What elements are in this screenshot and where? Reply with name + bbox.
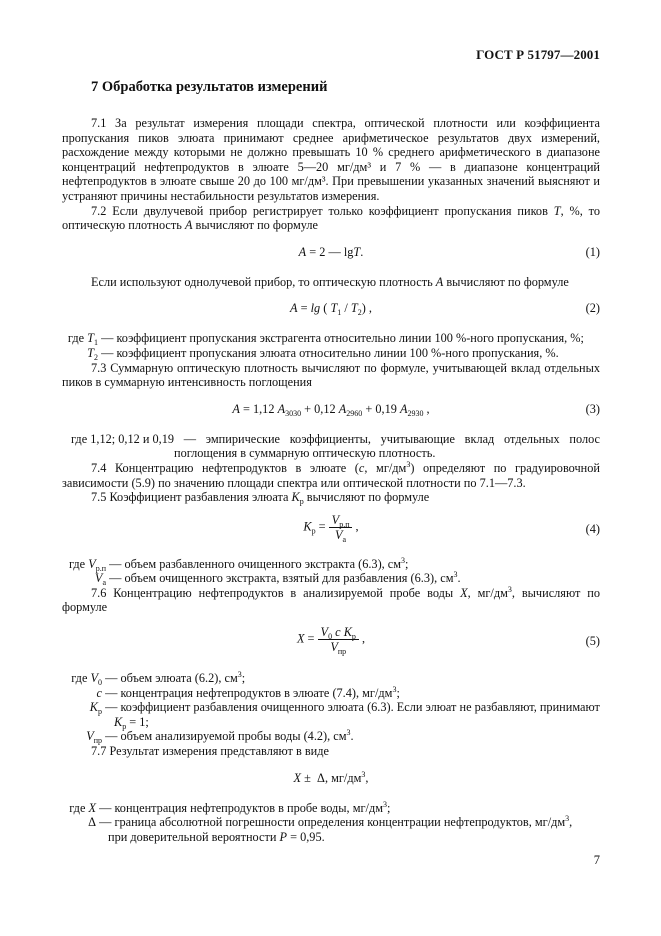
formula-1-number: (1): [585, 244, 600, 259]
page-number: 7: [593, 853, 600, 867]
formula-4-number: (4): [585, 521, 600, 536]
where-block-4: где $V_{р.п}$ — объем разбавленного очищенного экстракта (6.3), $см^3$; $V_а$ — объем очищенного экстракта, взятый для разбавления (6.3), $см^3$.: [68, 555, 461, 588]
paragraph-7-4: 7.4 Концентрацию нефтепродуктов в элюате (c, $мг/дм^3$) определяют по градуировочной зависимости (5.9) по значению площади спектра или оптической плотности по 7.1—7.3.: [62, 459, 600, 490]
where-block-5: где $V_0$ — объем элюата (6.2), $см^3$; c — концентрация нефтепродуктов в элюате (7.4), $мг/дм^3$; $K_р$ — коэффициент разбавления очищенного элюата (6.3). Если элюат не разбавляют, принимают $K_р = 1$; $V_{пр}$ — объем анализируемой пробы воды (4.2), $см^3$.: [71, 670, 600, 746]
formula-4: $K_р$ = $\frac{V_{р.п}}{V_а}$ , (4): [303, 512, 600, 544]
paragraph-single-beam: Если используют однолучевой прибор, то оптическую плотность A вычисляют по формуле: [91, 274, 569, 289]
formula-3-number: (3): [585, 401, 600, 416]
paragraph-7-2: 7.2 Если двулучевой прибор регистрирует только коэффициент пропускания пиков T, %, то оптическую плотность A вычисляют по формуле: [62, 203, 601, 233]
formula-5: X = $\frac{V_0 c K_р}{V_{пр}}$ , (5): [296, 625, 600, 657]
where-block-3: где 1,12; 0,12 и 0,19 — эмпирические коэффициенты, учитывающие вклад отдельных полос поглощения в суммарную оптическую плотность.: [71, 431, 600, 461]
formula-2-number: (2): [585, 301, 600, 316]
paragraph-7-1: 7.1 За результат измерения площади спектра, оптической плотности или коэффициента пропускания пиков элюата принимают среднее арифметическое результатов двух измерений, расхождение между которыми не должно превышать 10 % среднего арифметического в диапазоне концентраций нефтепродуктов в элюате 5—20 мг/дм³ и 7 % — в диапазоне концентраций нефтепродуктов в элюате свыше 20 до 100 мг/дм³. При превышении указанных значений выясняют и устраняют причины нестабильности результатов измерения.: [62, 116, 600, 203]
formula-2: A = lg ( $T_1 / T_2$) , (2): [290, 301, 600, 318]
paragraph-7-5: 7.5 Коэффициент разбавления элюата $K_р$ вычисляют по формуле: [91, 490, 430, 507]
document-header: ГОСТ Р 51797—2001: [476, 47, 600, 62]
paragraph-7-3: 7.3 Суммарную оптическую плотность вычисляют по формуле, учитывающей вклад отдельных пиков в суммарную интенсивность поглощения: [62, 360, 600, 390]
formula-3: A = 1,12 $A_{3030} + 0,12$ $A_{2960} + 0,19$ $A_{2930}$ , (3): [232, 401, 600, 418]
formula-5-number: (5): [585, 634, 600, 649]
formula-6: X ± Δ, $мг/дм^3$,: [293, 769, 369, 785]
paragraph-7-6: 7.6 Концентрацию нефтепродуктов в анализируемой пробе воды X, $мг/дм^3$, вычисляют по формуле: [62, 584, 600, 615]
where-block-2: где $T_1$ — коэффициент пропускания экстрагента относительно линии 100 %-ного пропускания, %; $T_2$ — коэффициент пропускания элюата относительно линии 100 %-ного пропускания, %.: [67, 331, 584, 362]
where-block-6: где X — концентрация нефтепродуктов в пробе воды, $мг/дм^3$; Δ — граница абсолютной погрешности определения концентрации нефтепродуктов, $мг/дм^3$, при доверительной вероятности P = 0,95.: [69, 799, 573, 844]
section-title: 7 Обработка результатов измерений: [91, 79, 328, 95]
formula-1: A = 2 — lgT. (1): [298, 244, 600, 259]
paragraph-7-7: 7.7 Результат измерения представляют в виде: [91, 744, 329, 759]
document-body: [62, 116, 600, 844]
